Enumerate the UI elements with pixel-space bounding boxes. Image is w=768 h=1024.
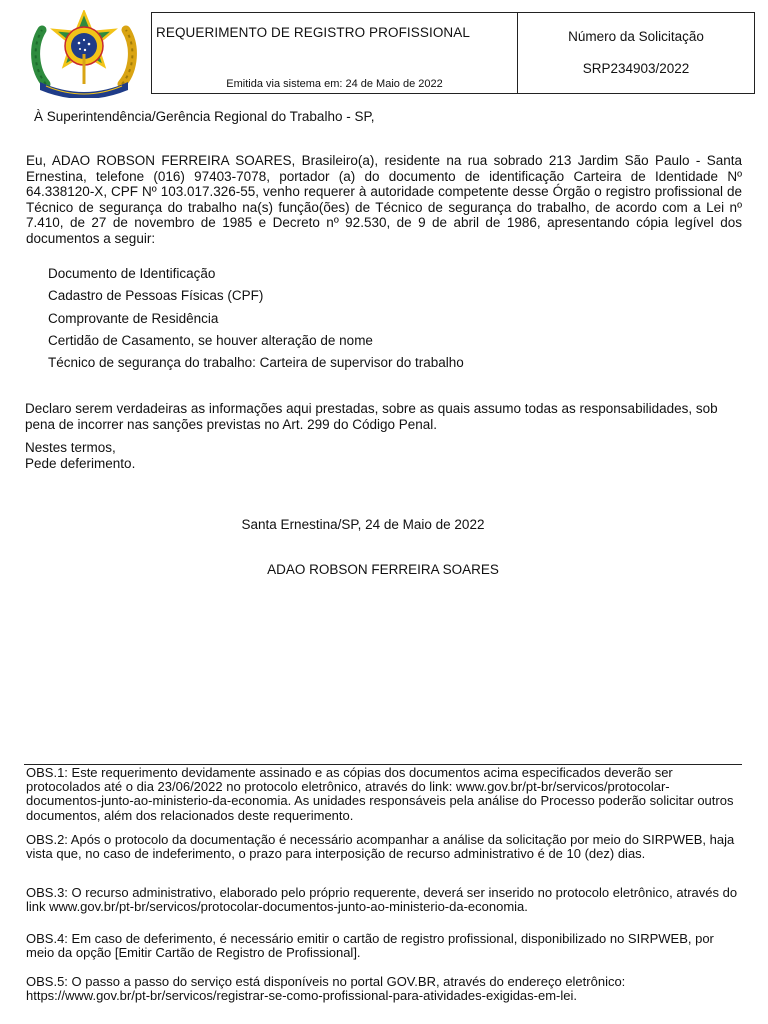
list-item: Cadastro de Pessoas Físicas (CPF) xyxy=(48,288,264,304)
list-item: Certidão de Casamento, se houver alteração de nome xyxy=(48,332,373,348)
signer-name: ADAO ROBSON FERREIRA SOARES xyxy=(267,562,499,577)
list-item: Documento de Identificação xyxy=(48,266,216,281)
observation-4: OBS.4: Em caso de deferimento, é necessário emitir o cartão de registro profissional, disponibilizado no SIRPWEB, por meio da opção [Emitir Cartão de Registro de Profissional]. xyxy=(26,931,714,961)
observation-2: OBS.2: Após o protocolo da documentação é necessário acompanhar a análise da solicitação por meio do SIRPWEB, haja vista que, no caso de indeferimento, o prazo para interposição de recurso administrativo é de 10 (dez) dias. xyxy=(26,832,735,862)
list-item: Técnico de segurança do trabalho: Carteira de supervisor do trabalho xyxy=(48,355,464,371)
closing-line: Nestes termos, xyxy=(25,440,116,455)
document-title: REQUERIMENTO DE REGISTRO PROFISSIONAL xyxy=(156,25,470,40)
observation-5: OBS.5: O passo a passo do serviço está disponíveis no portal GOV.BR, através do endereço eletrônico: https://www.gov.br/pt-br/servicos/registrar-se-como-profissional-para-atividades-exigidas-em-lei. xyxy=(26,974,626,1004)
request-number-label: Número da Solicitação xyxy=(568,29,704,44)
request-paragraph: Eu, ADAO ROBSON FERREIRA SOARES, Brasileiro(a), residente na rua sobrado 213 Jardim São Paulo - Santa Ernestina, telefone (016) 97403-7078, portador (a) do documento de identificação Carteira de Identidade Nº 64.338120-X, CPF Nº 103.017.326-55, venho requerer à autoridade competente desse Órgão o registro profissional de Técnico de segurança do trabalho na(s) função(ões) de Técnico de segurança do trabalho, de acordo com a Lei nº 7.410, de 27 de novembro de 1985 e Decreto nº 92.530, de 9 de abril de 1986, apresentando cópia legível dos documentos a seguir: xyxy=(26,153,742,246)
closing-line: Pede deferimento. xyxy=(25,455,136,471)
observation-3: OBS.3: O recurso administrativo, elaborado pelo próprio requerente, deverá ser inserido no protocolo eletrônico, através do link www.gov.br/pt-br/servicos/protocolar-documentos-junto-ao-ministerio-da-economia. xyxy=(26,885,738,915)
emitted-date: Emitida via sistema em: 24 de Maio de 2022 xyxy=(226,78,443,90)
place-date: Santa Ernestina/SP, 24 de Maio de 2022 xyxy=(241,517,485,532)
addressee: À Superintendência/Gerência Regional do Trabalho - SP, xyxy=(34,109,375,124)
title-box xyxy=(151,12,518,94)
request-number: SRP234903/2022 xyxy=(582,61,690,76)
request-number-box xyxy=(517,12,755,94)
closing xyxy=(25,440,135,471)
list-item: Comprovante de Residência xyxy=(48,310,219,326)
observation-1: OBS.1: Este requerimento devidamente assinado e as cópias dos documentos acima especificados deverão ser protocolados até o dia 23/06/2022 no protocolo eletrônico, através do link: www.gov.br/pt-br/servicos/protocolar-documentos-junto-ao-ministerio-da-economia. As unidades responsáveis pela análise do Processo poderão solicitar outros documentos, além dos relacionados deste requerimento. xyxy=(26,765,734,823)
brazil-coat-of-arms-icon xyxy=(24,10,144,98)
declaration: Declaro serem verdadeiras as informações aqui prestadas, sobre as quais assumo todas as responsabilidades, sob pena de incorrer nas sanções previstas no Art. 299 do Código Penal. xyxy=(25,401,718,432)
document-list xyxy=(48,266,464,377)
